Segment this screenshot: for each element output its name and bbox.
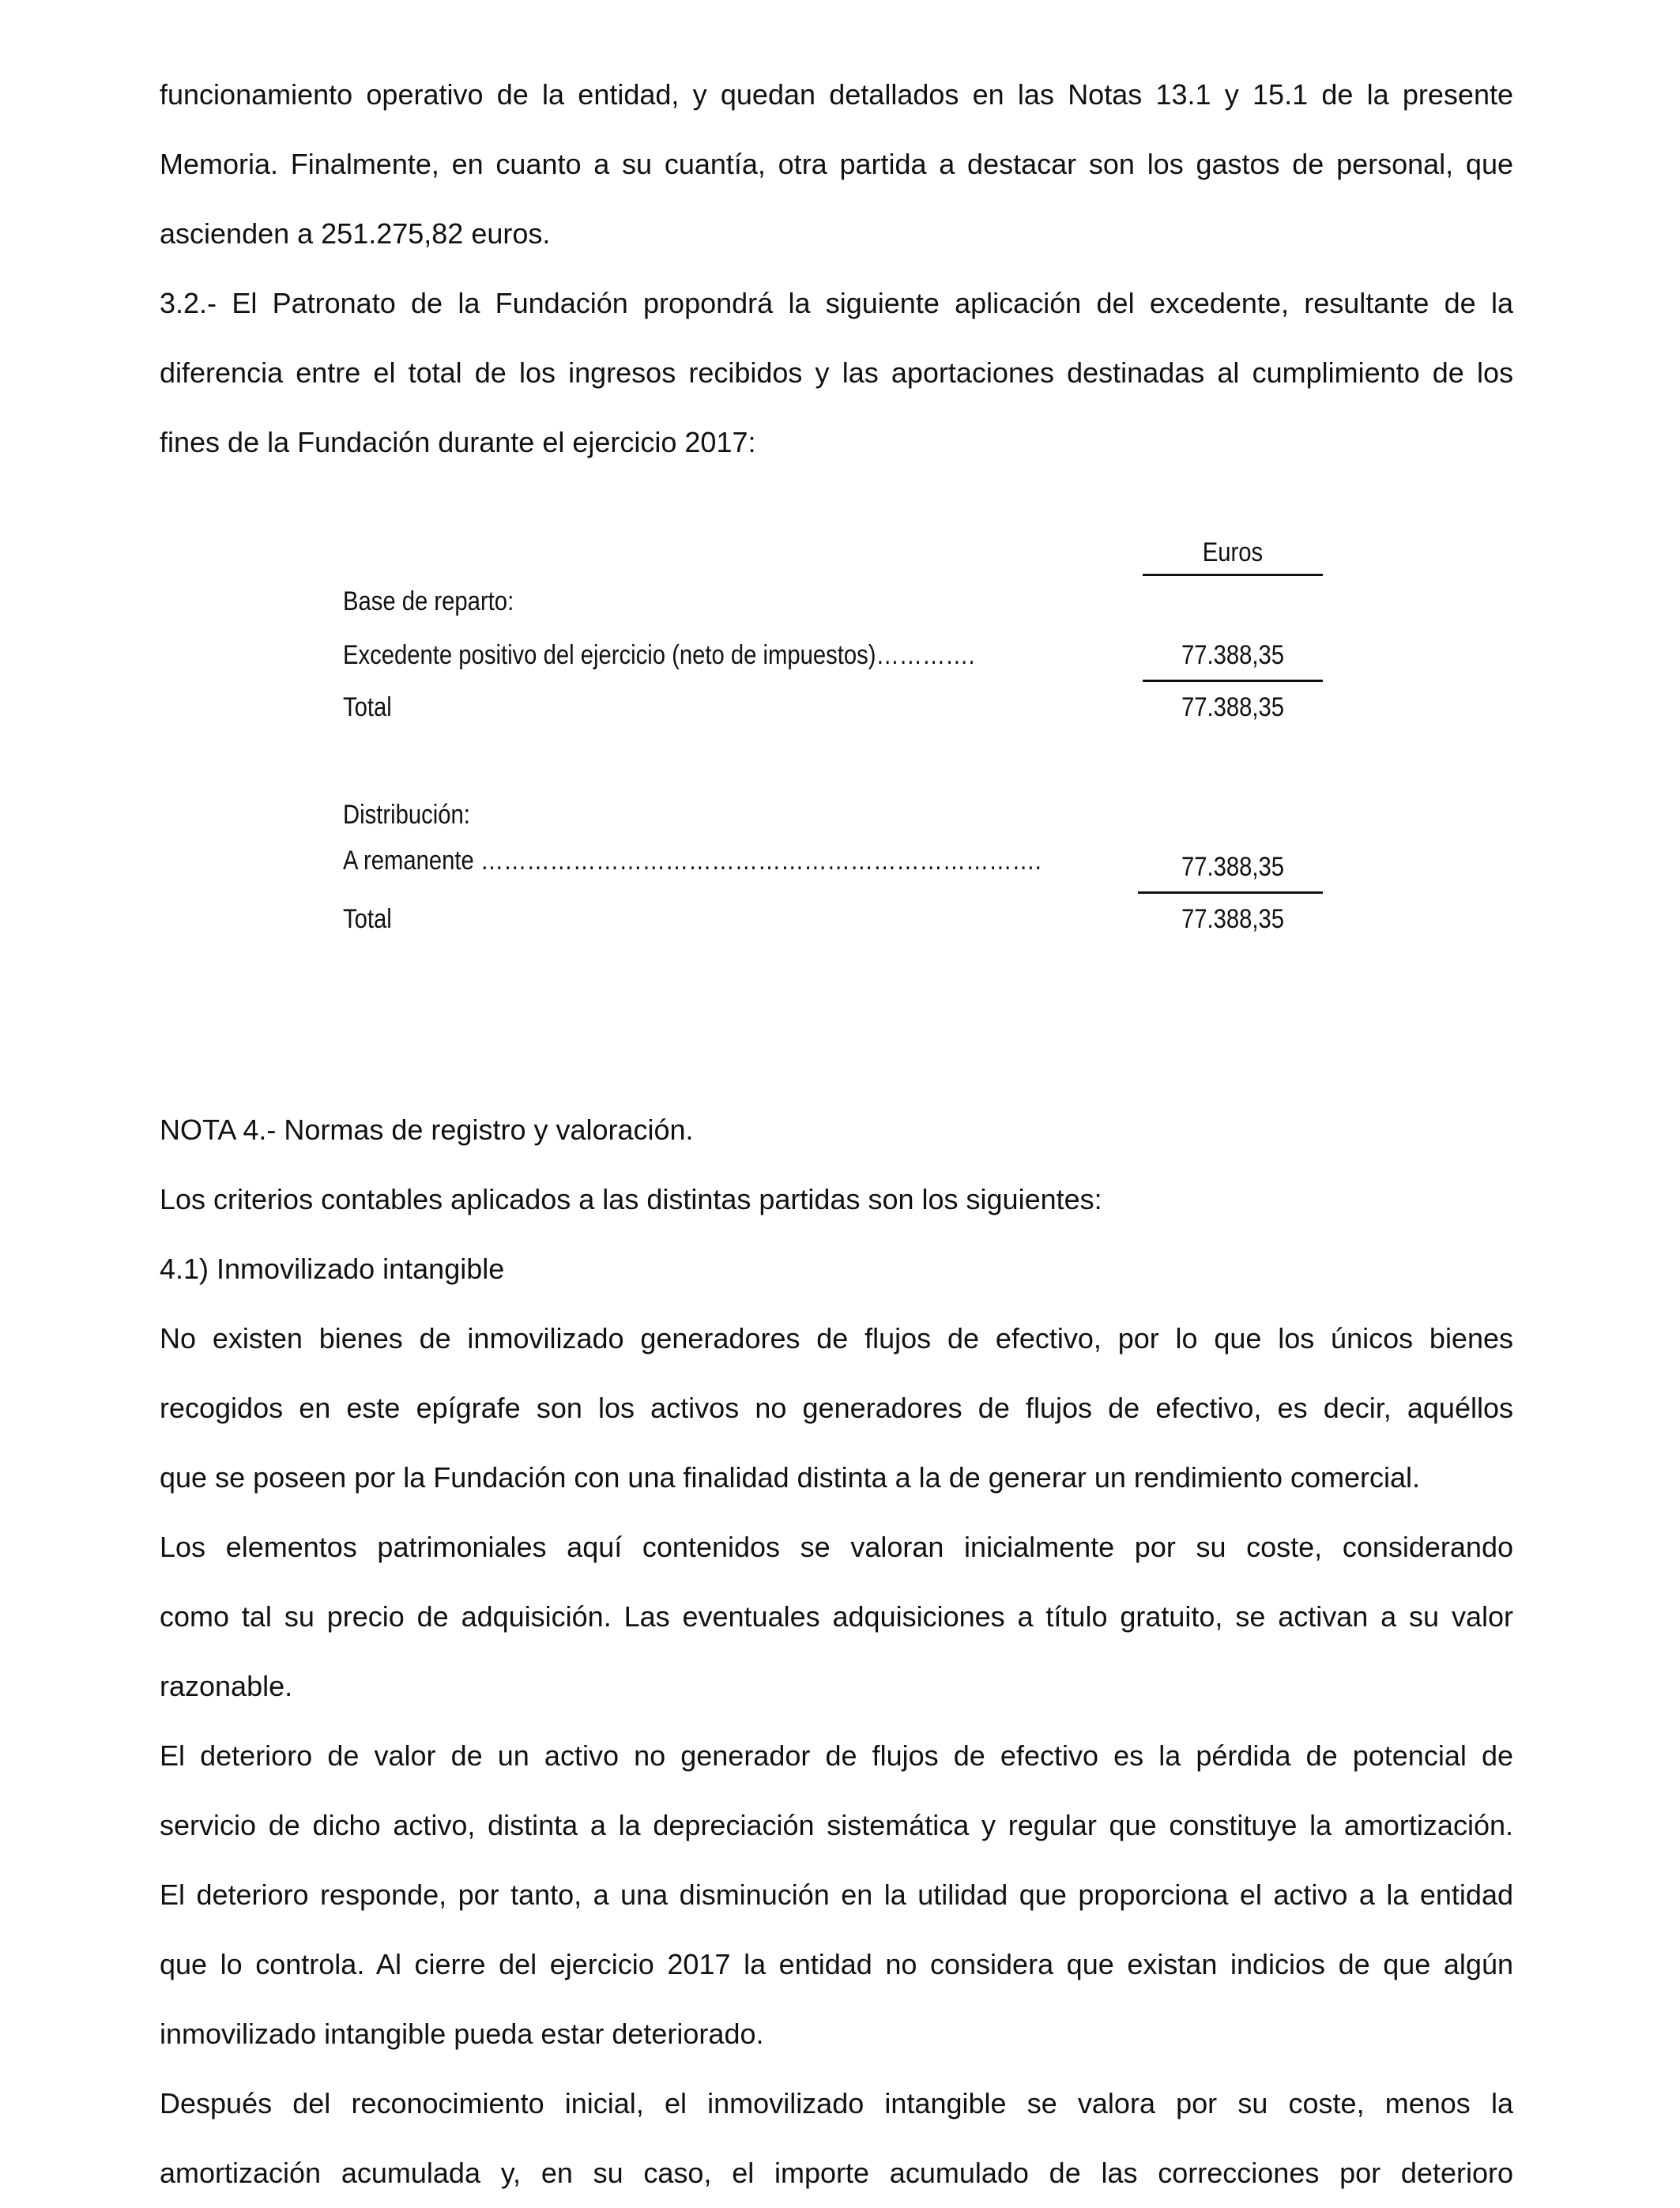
text-line: No existen bienes de inmovilizado generadores de flujos de efectivo, por lo que los únicos bienes <box>160 1322 1513 1355</box>
text-line: que lo controla. Al cierre del ejercicio 2017 la entidad no considera que existan indicios de que algún <box>160 1948 1513 1980</box>
text-line: inmovilizado intangible pueda estar deteriorado. <box>160 2018 764 2050</box>
dist-total-value: 77.388,35 <box>1181 904 1285 934</box>
distribution-heading: Distribución: <box>343 800 470 830</box>
text-line: razonable. <box>160 1670 293 1702</box>
base-total-label: Total <box>343 692 392 722</box>
base-row-label <box>343 640 975 671</box>
text-line: que se poseen por la Fundación con una finalidad distinta a la de generar un rendimiento comercial. <box>160 1461 1421 1494</box>
section-heading: NOTA 4.- Normas de registro y valoración. <box>160 1113 694 1146</box>
text-line: El deterioro responde, por tanto, a una disminución en la utilidad que proporciona el activo a la entidad <box>160 1878 1513 1911</box>
header-underline <box>1143 574 1323 576</box>
text-line: como tal su precio de adquisición. Las eventuales adquisiciones a título gratuito, se activan a su valor <box>160 1600 1513 1633</box>
dist-row-value: 77.388,35 <box>1181 852 1285 882</box>
text-line: servicio de dicho activo, distinta a la depreciación sistemática y regular que constituye la amortización. <box>160 1809 1513 1841</box>
text-line: fines de la Fundación durante el ejercicio 2017: <box>160 426 756 458</box>
text-line: diferencia entre el total de los ingresos recibidos y las aportaciones destinadas al cumplimiento de los <box>160 356 1513 389</box>
text-line: Después del reconocimiento inicial, el inmovilizado intangible se valora por su coste, menos la <box>160 2087 1513 2119</box>
nota-4-section <box>160 1095 1513 2208</box>
base-row-dots: …………. <box>876 640 975 670</box>
dist-row-label-text: A remanente <box>343 846 474 876</box>
column-header-euros: Euros <box>1202 537 1264 567</box>
text-line: Memoria. Finalmente, en cuanto a su cuantía, otra partida a destacar son los gastos de personal, que <box>160 148 1513 180</box>
subtotal-line <box>1138 891 1323 894</box>
subtotal-line <box>1143 680 1323 682</box>
base-row-label-text: Excedente positivo del ejercicio (neto de impuestos) <box>343 640 876 670</box>
text-line: ascienden a 251.275,82 euros. <box>160 217 551 250</box>
subsection-heading: 4.1) Inmovilizado intangible <box>160 1253 505 1285</box>
text-line: 3.2.- El Patronato de la Fundación propondrá la siguiente aplicación del excedente, resultante de la <box>160 287 1513 319</box>
intro-paragraph <box>160 60 1513 269</box>
text-line: El deterioro de valor de un activo no generador de flujos de efectivo es la pérdida de potencial de <box>160 1739 1513 1772</box>
text-line: Los criterios contables aplicados a las distintas partidas son los siguientes: <box>160 1183 1102 1215</box>
text-line: funcionamiento operativo de la entidad, y quedan detallados en las Notas 13.1 y 15.1 de la presente <box>160 78 1513 111</box>
dist-total-label: Total <box>343 904 392 934</box>
dist-row-dots: ………………………………………………………………. <box>480 846 1042 876</box>
text-line: Los elementos patrimoniales aquí contenidos se valoran inicialmente por su coste, considerando <box>160 1531 1513 1563</box>
base-heading: Base de reparto: <box>343 586 514 616</box>
base-row-value: 77.388,35 <box>1181 640 1285 670</box>
base-total-value: 77.388,35 <box>1181 692 1285 722</box>
text-line: recogidos en este epígrafe son los activos no generadores de flujos de efectivo, es decir, aquéllos <box>160 1392 1513 1424</box>
section-3-2-paragraph <box>160 269 1513 477</box>
dist-row-label <box>343 846 1042 876</box>
text-line: amortización acumulada y, en su caso, el importe acumulado de las correcciones por deterioro <box>160 2157 1513 2189</box>
